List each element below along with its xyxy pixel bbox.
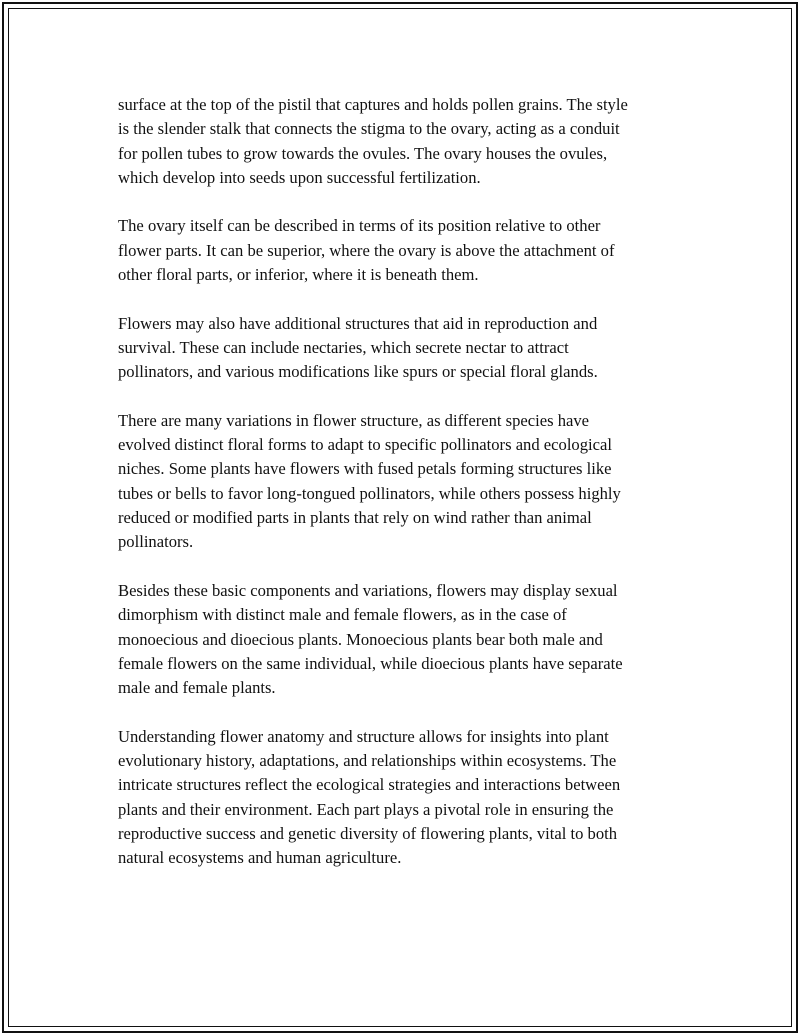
document-body — [118, 93, 688, 895]
paragraph-ovary-position: The ovary itself can be described in terms of its position relative to other flower parts. It can be superior, where the ovary is above the attachment of other floral parts, or inferior, where it is beneath them. — [118, 216, 615, 285]
paragraph-conclusion: Understanding flower anatomy and structure allows for insights into plant evolutionary history, adaptations, and relationships within ecosystems. The intricate structures reflect the ecological strategies and interactions between plants and their environment. Each part plays a pivotal role in ensuring the reproductive success and genetic diversity of flowering plants, vital to both natural ecosystems and human agriculture. — [118, 726, 621, 868]
paragraph-structure-variations: There are many variations in flower structure, as different species have evolved distinct floral forms to adapt to specific pollinators and ecological niches. Some plants have flowers with fused petals forming structures like tubes or bells to favor long-tongued pollinators, while others possess highly reduced or modified parts in plants that rely on wind rather than animal pollinators. — [118, 410, 621, 552]
paragraph-sexual-dimorphism: Besides these basic components and variations, flowers may display sexual dimorphism with distinct male and female flowers, as in the case of monoecious and dioecious plants. Monoecious plants bear both male and female flowers on the same individual, while dioecious plants have separate male and female plants. — [118, 580, 623, 698]
paragraph-stigma-style-ovary: surface at the top of the pistil that captures and holds pollen grains. The style is the slender stalk that connects the stigma to the ovary, acting as a conduit for pollen tubes to grow towards the ovules. The ovary houses the ovules, which develop into seeds upon successful fertilization. — [118, 95, 628, 187]
paragraph-additional-structures: Flowers may also have additional structures that aid in reproduction and survival. These can include nectaries, which secrete nectar to attract pollinators, and various modifications like spurs or special floral glands. — [118, 313, 598, 382]
